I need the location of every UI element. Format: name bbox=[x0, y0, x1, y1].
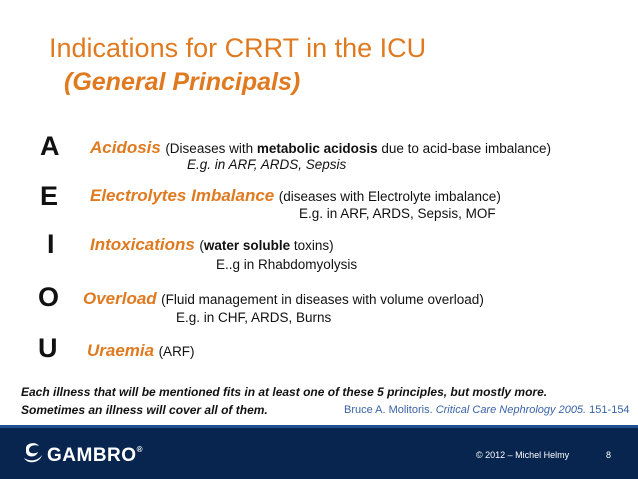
slide-title: Indications for CRRT in the ICU bbox=[49, 33, 427, 63]
citation: Bruce A. Molitoris. Critical Care Nephrology 2005. 151-154 bbox=[344, 404, 630, 416]
page-number: 8 bbox=[606, 450, 612, 460]
letter-i: I bbox=[47, 229, 55, 259]
item-example: E..g in Rhabdomyolysis bbox=[216, 257, 358, 272]
letter-e: E bbox=[40, 181, 59, 211]
item-term: Overload bbox=[83, 289, 157, 308]
item-desc: (water soluble toxins) bbox=[199, 238, 334, 253]
item-term: Uraemia bbox=[87, 341, 155, 360]
item-intoxications bbox=[90, 235, 334, 255]
item-desc: (Fluid management in diseases with volume overload) bbox=[161, 292, 484, 307]
logo-text: GAMBRO® bbox=[47, 445, 143, 466]
copyright: © 2012 – Michel Helmy bbox=[476, 450, 570, 460]
item-example: E.g. in ARF, ARDS, Sepsis bbox=[187, 157, 347, 172]
item-electrolytes bbox=[90, 186, 501, 206]
item-term: Electrolytes Imbalance bbox=[90, 186, 275, 205]
gambro-swirl-icon bbox=[20, 440, 46, 466]
note-line-1: Each illness that will be mentioned fits in at least one of these 5 principles, but mostly more. bbox=[21, 385, 548, 399]
letter-u: U bbox=[38, 333, 58, 363]
item-overload bbox=[83, 289, 484, 309]
slide-subtitle: (General Principals) bbox=[64, 68, 301, 96]
item-example: E.g. in CHF, ARDS, Burns bbox=[176, 310, 332, 325]
item-term: Intoxications bbox=[90, 235, 195, 254]
item-uraemia bbox=[87, 341, 195, 361]
item-desc: (Diseases with metabolic acidosis due to acid-base imbalance) bbox=[165, 141, 551, 156]
item-desc: (diseases with Electrolyte imbalance) bbox=[278, 189, 501, 204]
letter-a: A bbox=[40, 131, 60, 161]
item-desc: (ARF) bbox=[158, 344, 195, 359]
item-term: Acidosis bbox=[90, 138, 161, 157]
footer-divider bbox=[0, 425, 638, 428]
letter-o: O bbox=[38, 282, 60, 312]
item-acidosis bbox=[90, 138, 551, 158]
item-example: E.g. in ARF, ARDS, Sepsis, MOF bbox=[299, 206, 496, 221]
note-line-2: Sometimes an illness will cover all of them. bbox=[21, 403, 268, 417]
